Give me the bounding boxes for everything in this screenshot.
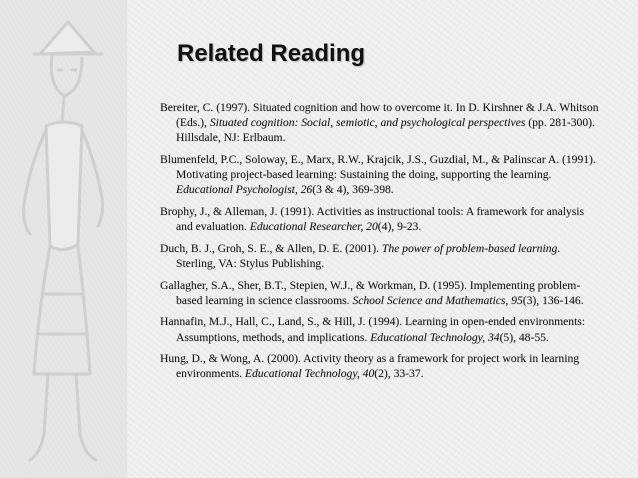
slide-title: Related Reading xyxy=(177,40,366,67)
reference-list xyxy=(160,100,600,388)
reference-item: Hung, D., & Wong, A. (2000). Activity theory as a framework for project work in learning environments. Educational Technology, 40(2), 33-37. xyxy=(160,352,580,381)
reference-item: Bereiter, C. (1997). Situated cognition and how to overcome it. In D. Kirshner & J.A. Whitson (Eds.), Situated cognition: Social, semiotic, and psychological perspectives (pp. 281-300). Hillsdale, NJ: Erlbaum. xyxy=(160,101,599,145)
reference-item: Brophy, J., & Alleman, J. (1991). Activities as instructional tools: A framework for analysis and evaluation. Educational Researcher, 20(4), 9-23. xyxy=(160,205,584,234)
decorative-side-band xyxy=(0,0,127,478)
reference-item: Hannafin, M.J., Hall, C., Land, S., & Hill, J. (1994). Learning in open-ended environments: Assumptions, methods, and implications. Educational Technology, 34(5), 48-55. xyxy=(160,315,586,344)
reference-item: Blumenfeld, P.C., Soloway, E., Marx, R.W., Krajcik, J.S., Guzdial, M., & Palinscar A. (1991). Motivating project-based learning: Sustaining the doing, supporting the learning. Educational Psychologist, 26(3 & 4), 369-398. xyxy=(160,153,596,197)
reference-item: Gallagher, S.A., Sher, B.T., Stepien, W.J., & Workman, D. (1995). Implementing problem-based learning in science classrooms. School Science and Mathematics, 95(3), 136-146. xyxy=(160,278,584,307)
decorative-sketch-figure-icon xyxy=(12,14,112,474)
reference-item: Duch, B. J., Groh, S. E., & Allen, D. E. (2001). The power of problem-based learning. Sterling, VA: Stylus Publishing. xyxy=(160,241,561,270)
